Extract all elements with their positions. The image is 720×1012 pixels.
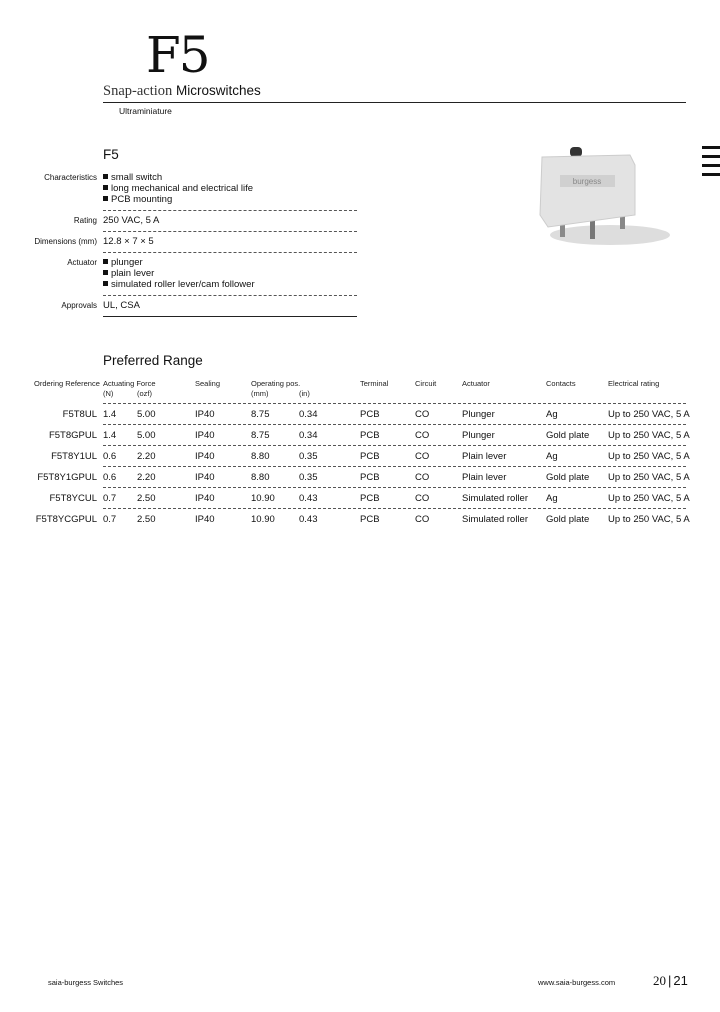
th-force-ozf: (ozf): [137, 389, 152, 398]
cell-contacts: Gold plate: [546, 514, 590, 525]
header-rule: [103, 102, 686, 103]
cell-terminal: PCB: [360, 430, 380, 441]
cell-rating: Up to 250 VAC, 5 A: [608, 430, 690, 441]
page-left: 20: [653, 973, 666, 988]
th-force: Actuating Force: [103, 379, 156, 388]
cell-force-n: 0.7: [103, 493, 117, 504]
cell-sealing: IP40: [195, 451, 215, 462]
cell-force-n: 0.6: [103, 472, 117, 483]
th-op: Operating pos.: [251, 379, 301, 388]
cell-actuator: Plain lever: [462, 472, 507, 483]
row-divider: [103, 508, 686, 509]
th-op-in: (in): [299, 389, 310, 398]
th-rating: Electrical rating: [608, 379, 660, 388]
cell-rating: Up to 250 VAC, 5 A: [608, 409, 690, 420]
cell-circuit: CO: [415, 451, 430, 462]
th-circuit: Circuit: [415, 379, 437, 388]
row-divider: [103, 403, 686, 404]
divider: [103, 252, 357, 253]
row-divider: [103, 424, 686, 425]
cell-force-ozf: 5.00: [137, 409, 156, 420]
cell-force-ozf: 2.20: [137, 472, 156, 483]
cell-ref: F5T8YCUL: [49, 493, 97, 504]
spec-item: small switch: [103, 172, 162, 183]
th-op-mm: (mm): [251, 389, 269, 398]
cell-force-ozf: 2.50: [137, 514, 156, 525]
cell-circuit: CO: [415, 514, 430, 525]
cell-actuator: Plain lever: [462, 451, 507, 462]
cell-op-in: 0.43: [299, 514, 318, 525]
subtitle-serif: Snap-action: [103, 83, 173, 99]
divider: [103, 210, 357, 211]
cell-contacts: Ag: [546, 493, 558, 504]
divider: [103, 231, 357, 232]
th-actuator: Actuator: [462, 379, 490, 388]
footer-website[interactable]: www.saia-burgess.com: [538, 978, 616, 987]
page-subtitle: [103, 83, 261, 100]
cell-sealing: IP40: [195, 409, 215, 420]
cell-sealing: IP40: [195, 493, 215, 504]
cell-ref: F5T8UL: [62, 409, 97, 420]
cell-terminal: PCB: [360, 409, 380, 420]
spec-item: long mechanical and electrical life: [103, 183, 253, 194]
spec-rating: 250 VAC, 5 A: [103, 215, 160, 226]
cell-sealing: IP40: [195, 472, 215, 483]
th-sealing: Sealing: [195, 379, 221, 388]
cell-force-n: 1.4: [103, 430, 117, 441]
spec-item: plain lever: [103, 268, 154, 279]
cell-op-mm: 8.80: [251, 472, 270, 483]
cell-circuit: CO: [415, 493, 430, 504]
cell-circuit: CO: [415, 430, 430, 441]
photo-brand: burgess: [572, 177, 602, 186]
cell-actuator: Plunger: [462, 409, 495, 420]
spec-label-approvals: Approvals: [61, 301, 97, 310]
cell-rating: Up to 250 VAC, 5 A: [608, 472, 690, 483]
cell-sealing: IP40: [195, 514, 215, 525]
divider: [103, 316, 357, 317]
footer-company: saia-burgess Switches: [48, 978, 124, 987]
subtitle-sans: Microswitches: [176, 83, 261, 98]
spec-item: PCB mounting: [103, 194, 172, 205]
cell-op-in: 0.34: [299, 430, 318, 441]
cell-force-n: 1.4: [103, 409, 117, 420]
cell-sealing: IP40: [195, 430, 215, 441]
cell-op-in: 0.43: [299, 493, 318, 504]
th-contacts: Contacts: [546, 379, 576, 388]
spec-label-rating: Rating: [73, 216, 97, 225]
cell-op-in: 0.35: [299, 472, 318, 483]
cell-force-ozf: 2.50: [137, 493, 156, 504]
cell-terminal: PCB: [360, 493, 380, 504]
cell-terminal: PCB: [360, 451, 380, 462]
cell-op-mm: 10.90: [251, 493, 275, 504]
cell-force-n: 0.7: [103, 514, 117, 525]
cell-op-in: 0.34: [299, 409, 318, 420]
cell-op-mm: 8.75: [251, 409, 270, 420]
cell-contacts: Gold plate: [546, 430, 590, 441]
th-ref: Ordering Reference: [34, 379, 100, 388]
cell-rating: Up to 250 VAC, 5 A: [608, 514, 690, 525]
category: Ultraminiature: [119, 106, 172, 116]
range-title: Preferred Range: [103, 353, 203, 368]
cell-contacts: Ag: [546, 451, 558, 462]
cell-actuator: Simulated roller: [462, 493, 528, 504]
cell-force-n: 0.6: [103, 451, 117, 462]
spec-item: simulated roller lever/cam follower: [103, 279, 255, 290]
cell-op-mm: 10.90: [251, 514, 275, 525]
spec-label-characteristics: Characteristics: [44, 173, 97, 182]
cell-op-mm: 8.80: [251, 451, 270, 462]
cell-actuator: Simulated roller: [462, 514, 528, 525]
divider: [103, 295, 357, 296]
th-force-n: (N): [103, 389, 114, 398]
cell-contacts: Ag: [546, 409, 558, 420]
cell-actuator: Plunger: [462, 430, 495, 441]
cell-terminal: PCB: [360, 472, 380, 483]
cell-contacts: Gold plate: [546, 472, 590, 483]
row-divider: [103, 487, 686, 488]
product-name: F5: [103, 147, 119, 162]
cell-ref: F5T8YCGPUL: [35, 514, 97, 525]
product-photo: [530, 135, 680, 255]
spec-label-actuator: Actuator: [67, 258, 97, 267]
page-right: 21: [673, 973, 688, 988]
page-title: F5: [146, 26, 209, 84]
cell-ref: F5T8GPUL: [48, 430, 97, 441]
spec-approvals: UL, CSA: [103, 300, 140, 311]
cell-op-mm: 8.75: [251, 430, 270, 441]
cell-ref: F5T8Y1GPUL: [37, 472, 97, 483]
cell-circuit: CO: [415, 409, 430, 420]
spec-dimensions: 12.8 × 7 × 5: [103, 236, 154, 247]
cell-rating: Up to 250 VAC, 5 A: [608, 493, 690, 504]
cell-op-in: 0.35: [299, 451, 318, 462]
row-divider: [103, 445, 686, 446]
row-divider: [103, 466, 686, 467]
th-terminal: Terminal: [360, 379, 389, 388]
cell-force-ozf: 5.00: [137, 430, 156, 441]
cell-ref: F5T8Y1UL: [51, 451, 97, 462]
spec-item: plunger: [103, 257, 143, 268]
spec-label-dimensions: Dimensions (mm): [34, 237, 97, 246]
page-numbers: 20 | 21: [653, 973, 688, 988]
cell-force-ozf: 2.20: [137, 451, 156, 462]
cell-circuit: CO: [415, 472, 430, 483]
cell-rating: Up to 250 VAC, 5 A: [608, 451, 690, 462]
cell-terminal: PCB: [360, 514, 380, 525]
